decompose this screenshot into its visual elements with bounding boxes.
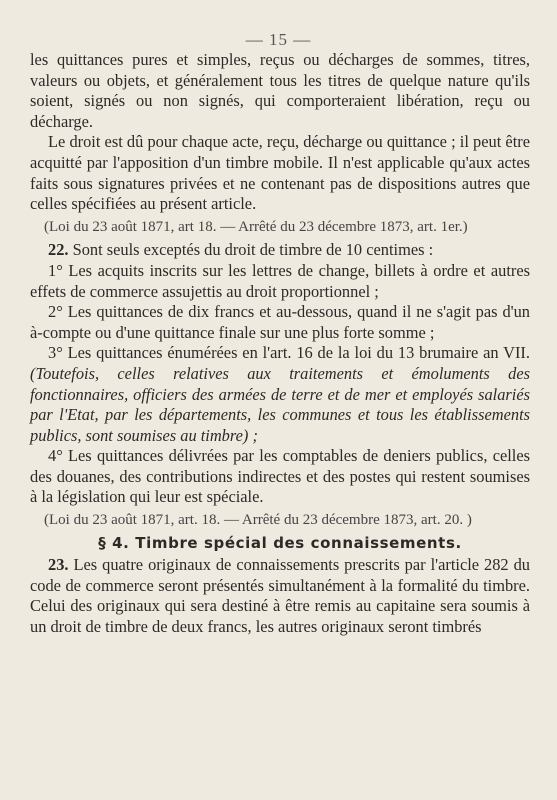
exception-item-2: 2° Les quittances de dix francs et au-dessous, quand il ne s'agit pas d'un à-compte ou d'une quittance finale sur une plus forte somme ; [30, 302, 530, 342]
article-23-number: 23. [48, 555, 69, 575]
exception-item-4: 4° Les quittances délivrées par les comptables de deniers publics, celles des douanes, des contributions indirectes et des postes qui restent soumises à la législation qui leur est spéciale. [30, 446, 530, 507]
exception-item-3-italic: (Toutefois, celles relatives aux traitements et émoluments des fonctionnaires, officiers des armées de terre et de mer et employés salariés par l'Etat, par les départements, les communes et tous les établissements publics, sont soumises au timbre) ; [30, 363, 530, 445]
exception-item-3 [30, 343, 530, 446]
exception-item-1: 1° Les acquits inscrits sur les lettres de change, billets à ordre et autres effets de commerce assujettis au droit proportionnel ; [30, 260, 530, 301]
article-22 [30, 240, 530, 261]
article-23 [30, 555, 530, 637]
article-23-text: Les quatre originaux de connaissements prescrits par l'article 282 du code de commerce seront présentés simultanément à la formalité du timbre. Celui des originaux qui sera destiné à être remis au capitaine sera soumis à un droit de timbre de deux francs, les autres originaux seront timbrés [30, 555, 530, 637]
article-22-number: 22. [48, 240, 69, 260]
paragraph-continuation: les quittances pures et simples, reçus ou décharges de sommes, titres, valeurs ou objets, et généralement tous les titres de quelque nature qu'ils soient, signés ou non signés, qui comporteraient libération, reçu ou décharge. [30, 50, 530, 131]
section-heading: § 4. Timbre spécial des connaissements. [98, 533, 462, 552]
page-body [30, 50, 530, 638]
exception-item-3-text: 3° Les quittances énumérées en l'art. 16 de la loi du 13 brumaire an VII. [48, 343, 530, 363]
law-reference-1: (Loi du 23 août 1871, art 18. — Arrêté du 23 décembre 1873, art. 1er.) [44, 218, 468, 235]
article-22-text: Sont seuls exceptés du droit de timbre de 10 centimes : [72, 240, 434, 260]
paragraph-droit: Le droit est dû pour chaque acte, reçu, décharge ou quittance ; il peut être acquitté par l'apposition d'un timbre mobile. Il n'est applicable qu'aux actes faits sous signatures privées et ne contenant pas de dispositions autres que celles spécifiées au présent article. [30, 132, 530, 214]
law-reference-2: (Loi du 23 août 1871, art. 18. — Arrêté du 23 décembre 1873, art. 20. ) [44, 512, 472, 529]
page-number: — 15 — [245, 30, 312, 49]
